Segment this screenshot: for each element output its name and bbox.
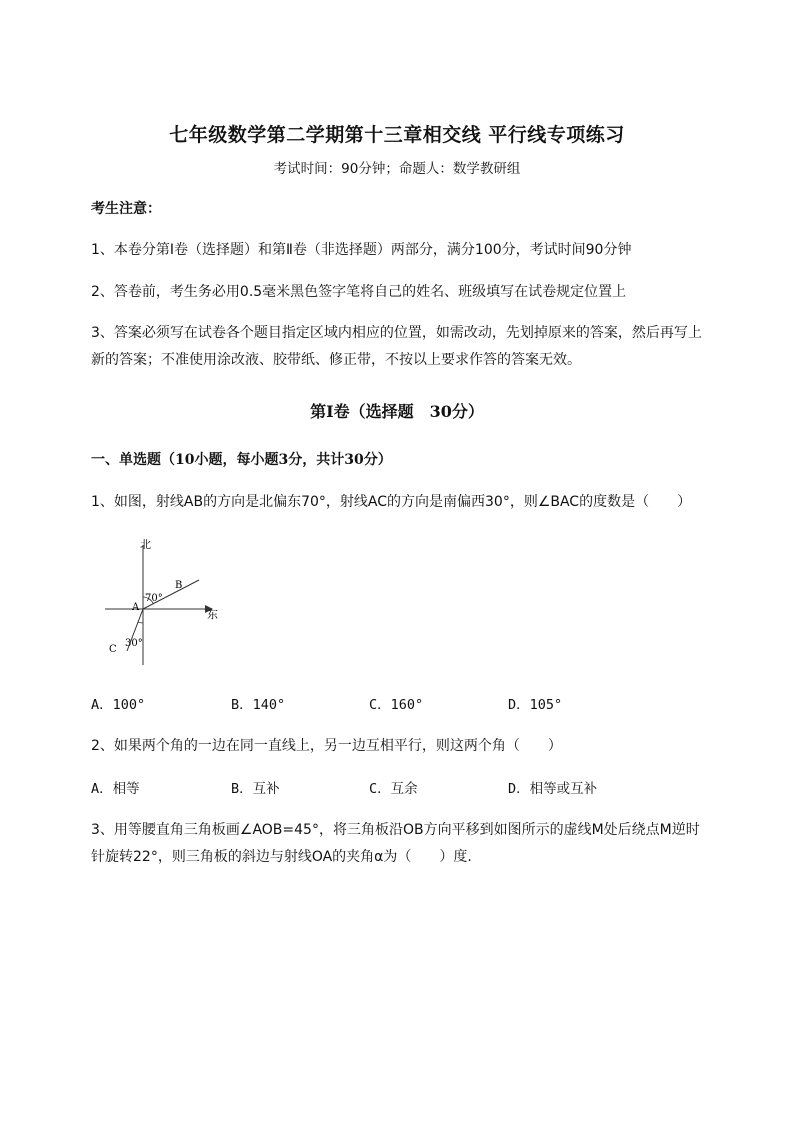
point-a-label: A: [132, 602, 140, 613]
angle-70-label: 70°: [145, 593, 163, 604]
question-3-text-line-1: 3、用等腰直角三角板画∠AOB=45°，将三角板沿OB方向平移到如图所示的虚线M处后绕点M逆时: [91, 822, 700, 838]
notice-item-1: 1、本卷分第I卷（选择题）和第Ⅱ卷（非选择题）两部分，满分100分，考试时间90分钟: [91, 242, 632, 258]
section-title: 第I卷（选择题 30分）: [310, 402, 484, 421]
point-c-label: C: [109, 644, 117, 655]
q2-option-c[interactable]: C．互余: [369, 781, 418, 797]
q1-option-b[interactable]: B．140°: [231, 697, 286, 713]
q2-option-a[interactable]: A．相等: [91, 781, 140, 797]
q2-option-b[interactable]: B．互补: [231, 781, 280, 797]
q1-option-c[interactable]: C．160°: [369, 697, 424, 713]
notice-heading: 考生注意：: [91, 201, 161, 217]
question-2-text: 2、如果两个角的一边在同一直线上，另一边互相平行，则这两个角（ ）: [91, 738, 562, 754]
notice-item-3: 3、答案必须写在试卷各个题目指定区域内相应的位置，如需改动，先划掉原来的答案，然后再写上新的答案；不准使用涂改液、胶带纸、修正带，不按以上要求作答的答案无效。: [91, 325, 702, 368]
direction-figure: [95, 535, 225, 670]
east-label: 东: [207, 608, 218, 621]
page-title: 七年级数学第二学期第十三章相交线 平行线专项练习: [169, 124, 625, 146]
question-3-text-line-2: 针旋转22°，则三角板的斜边与射线OA的夹角α为（ ）度.: [91, 849, 472, 865]
q2-option-d[interactable]: D．相等或互补: [508, 781, 598, 797]
angle-30-label: 30°: [125, 638, 143, 649]
exam-info: 考试时间：90分钟；命题人：数学教研组: [273, 161, 521, 177]
q1-option-a[interactable]: A．100°: [91, 697, 146, 713]
north-label: 北: [140, 538, 151, 551]
part-heading: 一、单选题（10小题，每小题3分，共计30分）: [91, 452, 392, 468]
notice-item-2: 2、答卷前，考生务必用0.5毫米黑色签字笔将自己的姓名、班级填写在试卷规定位置上: [91, 284, 627, 300]
point-b-label: B: [175, 580, 183, 591]
q1-option-d[interactable]: D．105°: [508, 697, 563, 713]
question-1-text: 1、如图，射线AB的方向是北偏东70°，射线AC的方向是南偏西30°，则∠BAC的度数是（ ）: [91, 494, 692, 510]
